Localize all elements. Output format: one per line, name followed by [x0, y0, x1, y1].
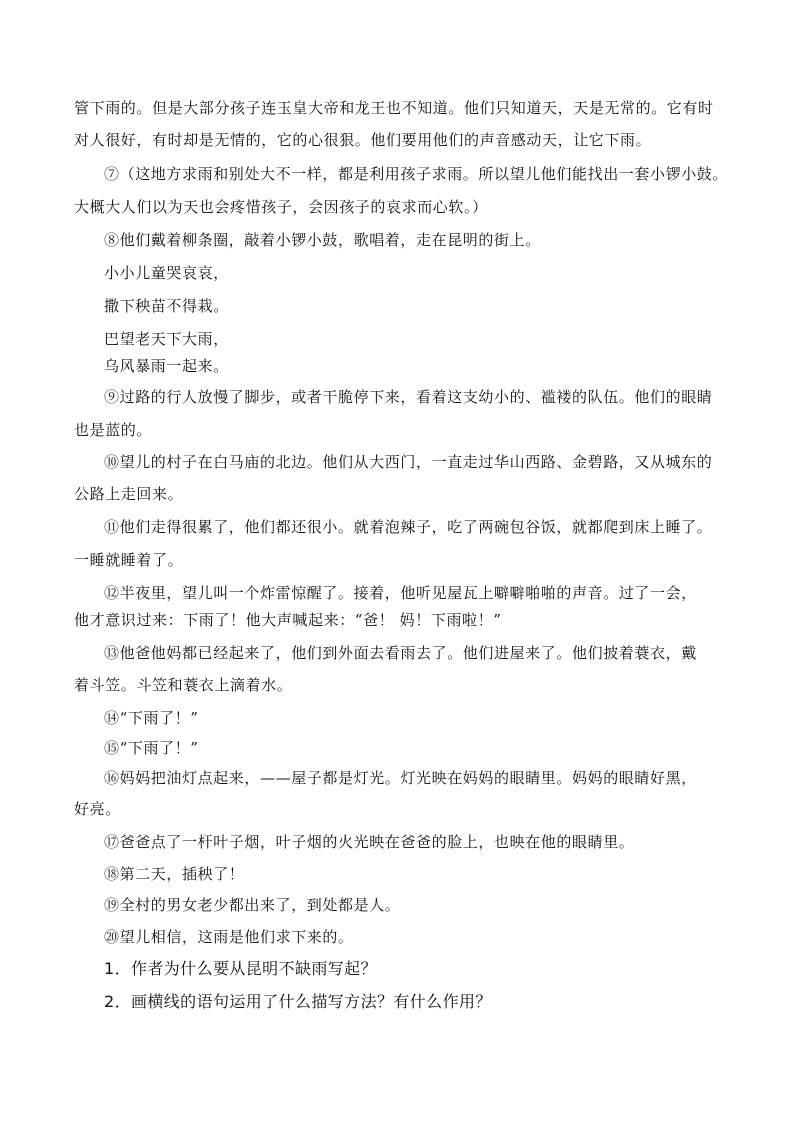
passage-line: ⑬他爸他妈都已经起来了，他们到外面去看雨去了。他们进屋来了。他们披着蓑衣，戴: [104, 644, 697, 662]
passage-line: 管下雨的。但是大部分孩子连玉皇大帝和龙王也不知道。他们只知道天，天是无常的。它有时: [74, 99, 714, 117]
passage-line: ⑧他们戴着柳条圈，敲着小锣小鼓，歌唱着，走在昆明的街上。: [104, 231, 541, 249]
passage-line: 着斗笠。斗笠和蓑衣上滴着水。: [74, 676, 293, 694]
passage-line: ⑫半夜里，望儿叫一个炸雷惊醒了。接着，他听见屋瓦上噼噼啪啪的声音。过了一会，: [104, 584, 697, 602]
passage-line: 对人很好，有时却是无情的，它的心很狠。他们要用他们的声音感动天，让它下雨。: [74, 131, 652, 149]
passage-line: 一睡就睡着了。: [74, 551, 184, 569]
song-line: 巴望老天下大雨，: [104, 330, 229, 348]
passage-line: ⑰爸爸点了一杆叶子烟，叶子烟的火光映在爸爸的脸上，也映在他的眼睛里。: [104, 833, 635, 851]
question-2: 2．画横线的语句运用了什么描写方法？有什么作用？: [104, 992, 492, 1011]
passage-line: ⑪他们走得很累了，他们都还很小。就着泡辣子，吃了两碗包谷饭，就都爬到床上睡了。: [104, 518, 713, 536]
passage-line: 好亮。: [74, 800, 121, 818]
passage-line: ⑩望儿的村子在白马庙的北边。他们从大西门，一直走过华山西路、金碧路，又从城东的: [104, 453, 713, 471]
song-line: 小小儿童哭哀哀，: [104, 264, 229, 282]
passage-line: 公路上走回来。: [74, 485, 184, 503]
passage-line: 他才意识过来：下雨了！他大声喊起来：“爸！ 妈！下雨啦！”: [74, 611, 502, 629]
passage-line: ⑭“下雨了！”: [104, 709, 199, 727]
passage-line: ⑨过路的行人放慢了脚步，或者干脆停下来，看着这支幼小的、褴褛的队伍。他们的眼睛: [104, 388, 713, 406]
passage-line: ⑳望儿相信，这雨是他们求下来的。: [104, 928, 354, 946]
song-line: 撒下秧苗不得栽。: [104, 297, 229, 315]
song-line: 乌风暴雨一起来。: [104, 357, 229, 375]
passage-line: 大概大人们以为天也会疼惜孩子，会因孩子的哀求而心软。）: [74, 198, 488, 216]
question-1: 1．作者为什么要从昆明不缺雨写起？: [104, 959, 377, 978]
passage-line: ⑲全村的男女老少都出来了，到处都是人。: [104, 896, 401, 914]
passage-line: 也是蓝的。: [74, 421, 153, 439]
passage-line: ⑦（这地方求雨和别处大不一样，都是利用孩子求雨。所以望儿他们能找出一套小锣小鼓。: [104, 165, 729, 183]
passage-line: ⑮“下雨了！”: [104, 739, 199, 757]
passage-line: ⑯妈妈把油灯点起来，——屋子都是灯光。灯光映在妈妈的眼睛里。妈妈的眼睛好黑，: [104, 769, 697, 787]
passage-line: ⑱第二天，插秧了！: [104, 865, 245, 883]
